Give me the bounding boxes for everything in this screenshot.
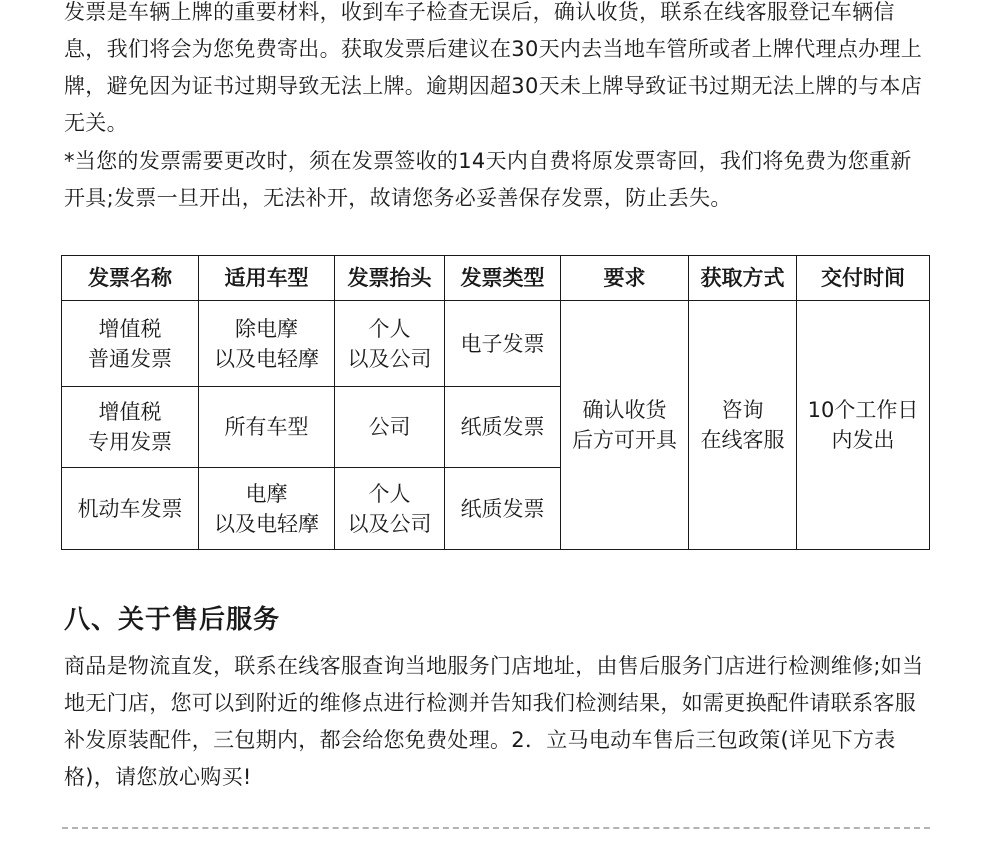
table-row	[62, 301, 930, 387]
delivery-cell	[797, 301, 930, 550]
invoice-change-note: *当您的发票需要更改时，须在发票签收的14天内自费将原发票寄回，我们将免费为您重新开具;发票一旦开出，无法补开，故请您务必妥善保存发票，防止丢失。	[64, 149, 912, 210]
type-cell: 纸质发票	[445, 468, 561, 550]
cell-line: 专用发票	[88, 430, 172, 454]
header-delivery-time: 交付时间	[797, 256, 930, 301]
cell-line: 后方可开具	[572, 428, 677, 452]
models-cell: 所有车型	[199, 387, 335, 468]
invoice-name-cell: 机动车发票	[62, 468, 199, 550]
type-cell: 纸质发票	[445, 387, 561, 468]
cell-line: 除电摩	[235, 316, 298, 341]
cell-line: 内发出	[831, 428, 895, 452]
cell-line: 咨询	[721, 398, 764, 422]
header-method: 获取方式	[689, 256, 797, 301]
cell-line: 在线客服	[700, 428, 785, 452]
invoice-table	[61, 255, 930, 550]
aftersales-heading: 八、关于售后服务	[64, 605, 281, 635]
cell-line: 以及电轻摩	[214, 346, 319, 371]
title-cell	[335, 468, 445, 550]
dashed-divider	[62, 827, 930, 829]
type-cell: 电子发票	[445, 301, 561, 387]
cell-line: 增值税	[98, 400, 162, 424]
header-invoice-name: 发票名称	[62, 256, 199, 301]
cell-line: 以及电轻摩	[214, 511, 319, 536]
header-invoice-title: 发票抬头	[335, 256, 445, 301]
invoice-name-cell	[62, 301, 199, 387]
cell-line: 个人	[368, 481, 411, 506]
table-header-row	[62, 256, 930, 301]
title-cell: 公司	[335, 387, 445, 468]
models-cell	[199, 468, 335, 550]
header-invoice-type: 发票类型	[445, 256, 561, 301]
cell-line: 10个工作日	[807, 398, 919, 422]
models-cell	[199, 301, 335, 387]
invoice-name-cell	[62, 387, 199, 468]
cell-line: 确认收货	[582, 398, 667, 422]
cell-line: 普通发票	[88, 346, 172, 371]
cell-line: 以及公司	[347, 511, 432, 536]
cell-line: 增值税	[98, 316, 162, 341]
requirement-cell	[561, 301, 689, 550]
invoice-intro-paragraph: 发票是车辆上牌的重要材料，收到车子检查无误后，确认收货，联系在线客服登记车辆信息，我们将会为您免费寄出。获取发票后建议在30天内去当地车管所或者上牌代理点办理上牌，避免因为证书过期导致无法上牌。逾期因超30天未上牌导致证书过期无法上牌的与本店无关。	[64, 0, 923, 135]
cell-line: 个人	[368, 316, 411, 341]
aftersales-paragraph: 商品是物流直发，联系在线客服查询当地服务门店地址，由售后服务门店进行检测维修;如当地无门店，您可以到附近的维修点进行检测并告知我们检测结果，如需更换配件请联系客服补发原装配件，三包期内，都会给您免费处理。2．立马电动车售后三包政策(详见下方表格)，请您放心购买!	[64, 654, 924, 789]
title-cell	[335, 301, 445, 387]
cell-line: 电摩	[245, 481, 288, 506]
method-cell	[689, 301, 797, 550]
cell-line: 以及公司	[347, 346, 432, 371]
header-requirement: 要求	[561, 256, 689, 301]
header-applicable-models: 适用车型	[199, 256, 335, 301]
